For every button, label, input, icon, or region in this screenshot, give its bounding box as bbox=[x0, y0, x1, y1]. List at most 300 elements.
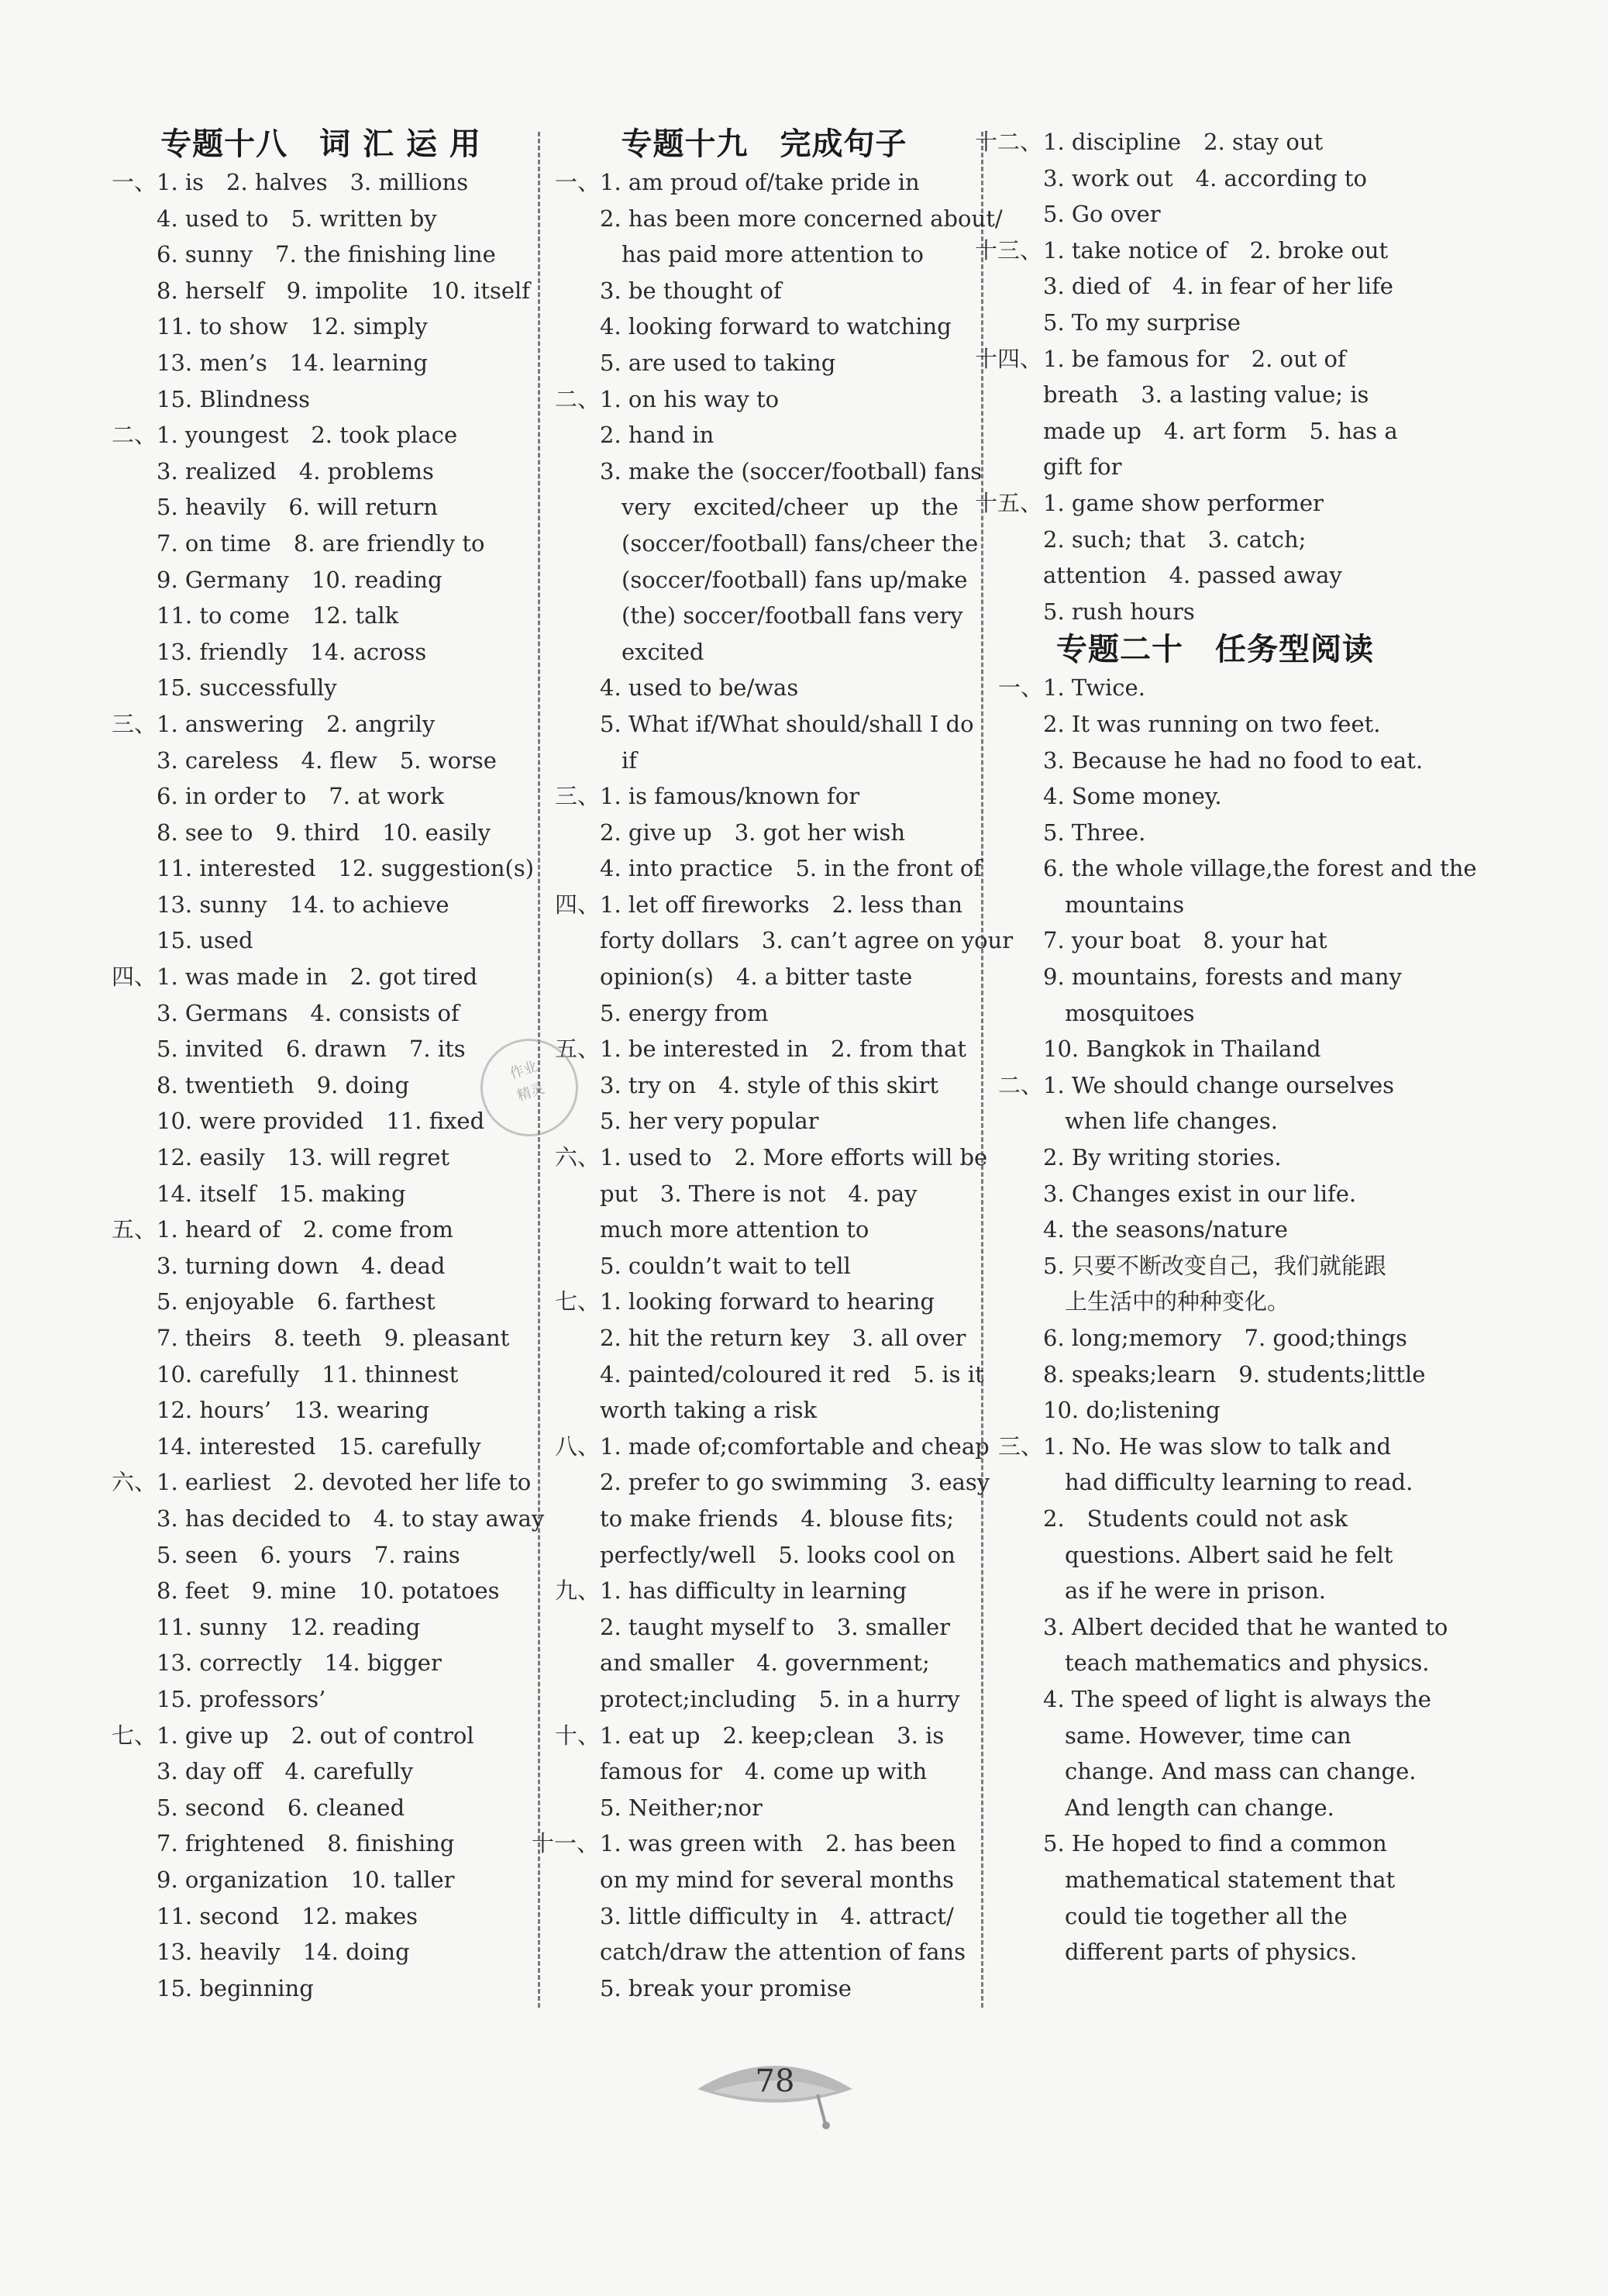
answer-line bbox=[112, 1790, 530, 1826]
answer-line bbox=[555, 345, 973, 381]
answer-line bbox=[998, 1718, 1432, 1754]
answer-line bbox=[998, 1681, 1432, 1718]
answer-line bbox=[112, 201, 530, 237]
answer-line bbox=[112, 1357, 530, 1393]
answer-line bbox=[998, 1609, 1448, 1646]
answer-text: 3. turning down 4. dead bbox=[157, 1252, 446, 1279]
answer-text: 4. into practice 5. in the front of bbox=[600, 855, 983, 882]
answer-line bbox=[998, 1392, 1432, 1429]
answer-line bbox=[998, 1573, 1432, 1609]
stamp-line-2: 精灵 bbox=[515, 1080, 547, 1105]
answer-text: 10. were provided 11. fixed bbox=[157, 1108, 485, 1135]
answer-text: 3. Changes exist in our life. bbox=[1043, 1180, 1357, 1207]
answer-line bbox=[998, 160, 1432, 197]
answer-text: 3. has decided to 4. to stay away bbox=[157, 1505, 545, 1532]
answer-line bbox=[555, 1139, 988, 1176]
answer-line bbox=[112, 1067, 530, 1104]
answer-line bbox=[998, 1067, 1432, 1104]
answer-line bbox=[998, 1429, 1432, 1465]
column-task-reading bbox=[975, 124, 1477, 1970]
answer-text: 1. has difficulty in learning bbox=[600, 1577, 907, 1605]
answer-line bbox=[112, 1609, 530, 1646]
answer-line bbox=[555, 815, 973, 851]
answer-line bbox=[555, 1753, 973, 1790]
answer-text: 2. hand in bbox=[600, 422, 714, 449]
answer-line bbox=[555, 1392, 973, 1429]
answer-line bbox=[112, 1139, 530, 1176]
answer-text: 7. frightened 8. finishing bbox=[157, 1830, 455, 1857]
item-number: 七、 bbox=[112, 1722, 157, 1749]
answer-line bbox=[555, 453, 983, 490]
answer-line bbox=[998, 1934, 1432, 1970]
item-number: 三、 bbox=[998, 1432, 1044, 1460]
answer-text: excited bbox=[622, 638, 704, 665]
answer-line bbox=[112, 670, 530, 706]
item-number: 三、 bbox=[112, 710, 157, 737]
answer-line bbox=[555, 1718, 973, 1754]
answer-line bbox=[975, 341, 1432, 377]
answer-line bbox=[555, 634, 973, 671]
item-number: 二、 bbox=[112, 422, 157, 449]
answer-line bbox=[555, 1790, 973, 1826]
answer-text: 4. used to be/was bbox=[600, 674, 799, 702]
answer-line bbox=[112, 1429, 530, 1465]
answer-line bbox=[555, 1970, 973, 2007]
answer-line bbox=[555, 1429, 990, 1465]
answer-line bbox=[112, 1681, 530, 1718]
answer-text: has paid more attention to bbox=[622, 241, 925, 268]
answer-text: questions. Albert said he felt bbox=[1065, 1541, 1393, 1568]
answer-text: 2. taught myself to 3. smaller bbox=[600, 1613, 951, 1640]
answer-line bbox=[555, 489, 973, 526]
answer-text: same. However, time can bbox=[1065, 1722, 1351, 1749]
answer-text: 3. be thought of bbox=[600, 277, 782, 304]
answer-text: 14. interested 15. carefully bbox=[157, 1432, 481, 1460]
answer-text: 12. hours’ 13. wearing bbox=[157, 1397, 430, 1424]
answer-text: 5. seen 6. yours 7. rains bbox=[157, 1541, 460, 1568]
answer-line bbox=[998, 922, 1432, 959]
answer-line bbox=[112, 850, 535, 887]
answer-text: 15. used bbox=[157, 927, 253, 954]
answer-text: forty dollars 3. can’t agree on your bbox=[600, 927, 1014, 954]
answer-line bbox=[555, 1357, 984, 1393]
answer-text: could tie together all the bbox=[1065, 1902, 1348, 1929]
answer-text: 13. heavily 14. doing bbox=[157, 1939, 410, 1966]
answer-text: 5. are used to taking bbox=[600, 349, 836, 376]
answer-line bbox=[112, 236, 530, 273]
item-number: 二、 bbox=[998, 1071, 1044, 1098]
answer-text: opinion(s) 4. a bitter taste bbox=[600, 964, 913, 991]
answer-text: on my mind for several months bbox=[600, 1866, 955, 1893]
answer-text: 5. break your promise bbox=[600, 1974, 852, 2001]
answer-text: 1. was made in 2. got tired bbox=[157, 964, 478, 991]
answer-text: 1. be famous for 2. out of bbox=[1043, 345, 1346, 372]
answer-text: 3. Albert decided that he wanted to bbox=[1043, 1613, 1448, 1640]
answer-line bbox=[112, 1862, 530, 1898]
answer-text: 13. sunny 14. to achieve bbox=[157, 891, 449, 918]
answer-line bbox=[112, 164, 530, 201]
section-title-sentence-completion: 专题十九 完成句子 bbox=[621, 126, 907, 162]
answer-line bbox=[112, 381, 530, 418]
answer-text: 5. energy from bbox=[600, 999, 769, 1026]
answer-text: 1. take notice of 2. broke out bbox=[1043, 236, 1389, 264]
answer-text: 8. herself 9. impolite 10. itself bbox=[157, 277, 531, 304]
answer-line bbox=[998, 1248, 1432, 1284]
answer-text: 9. Germany 10. reading bbox=[157, 566, 442, 593]
answer-line bbox=[998, 1645, 1432, 1681]
answer-text: made up 4. art form 5. has a bbox=[1043, 417, 1398, 444]
answer-text: 5. 只要不断改变自己，我们就能跟 bbox=[1043, 1252, 1386, 1279]
answer-line bbox=[112, 1537, 530, 1574]
answer-text: to make friends 4. blouse fits; bbox=[600, 1505, 955, 1532]
answer-text: 1. am proud of/take pride in bbox=[600, 169, 920, 195]
answer-text: 3. careless 4. flew 5. worse bbox=[157, 746, 497, 774]
answer-line bbox=[998, 1212, 1432, 1248]
item-number: 八、 bbox=[555, 1432, 601, 1460]
answer-text: and smaller 4. government; bbox=[600, 1650, 930, 1677]
answer-text: 5. rush hours bbox=[1043, 598, 1195, 625]
answer-text: 13. men’s 14. learning bbox=[157, 349, 428, 376]
answer-text: 5. couldn’t wait to tell bbox=[600, 1252, 851, 1279]
page-number: 78 bbox=[755, 2063, 795, 2099]
col3-lines-bottom bbox=[998, 670, 1477, 1970]
item-number: 六、 bbox=[555, 1144, 601, 1171]
answer-line bbox=[112, 995, 530, 1032]
answer-text: 6. sunny 7. the finishing line bbox=[157, 241, 496, 268]
answer-text: 2. By writing stories. bbox=[1043, 1144, 1282, 1171]
answer-line bbox=[998, 268, 1432, 305]
answer-line bbox=[112, 1718, 530, 1754]
answer-line bbox=[555, 164, 973, 201]
answer-text: 11. to come 12. talk bbox=[157, 602, 399, 629]
answer-line bbox=[112, 887, 530, 923]
item-number: 四、 bbox=[112, 964, 157, 991]
answer-text: 上生活中的种种变化。 bbox=[1065, 1288, 1290, 1315]
item-number: 四、 bbox=[555, 891, 601, 918]
item-number: 九、 bbox=[555, 1577, 601, 1605]
answer-line bbox=[112, 1176, 530, 1212]
answer-text: 1. was green with 2. has been bbox=[600, 1830, 956, 1857]
answer-line bbox=[555, 1862, 973, 1898]
answer-line bbox=[112, 1970, 530, 2007]
answer-line bbox=[555, 1284, 973, 1320]
answer-line bbox=[555, 417, 973, 453]
answer-text: put 3. There is not 4. pay bbox=[600, 1180, 918, 1207]
answer-text: 15. professors’ bbox=[157, 1685, 326, 1712]
item-number: 十、 bbox=[555, 1722, 601, 1749]
answer-text: change. And mass can change. bbox=[1065, 1758, 1417, 1785]
answer-line bbox=[998, 1284, 1432, 1320]
answer-text: 10. carefully 11. thinnest bbox=[157, 1360, 459, 1388]
answer-text: 13. friendly 14. across bbox=[157, 638, 427, 665]
answer-text: 4. used to 5. written by bbox=[157, 205, 437, 232]
answer-line bbox=[112, 526, 530, 562]
column-divider-2 bbox=[981, 132, 983, 2008]
answer-text: 6. long;memory 7. good;things bbox=[1043, 1325, 1407, 1351]
answer-line bbox=[112, 1645, 530, 1681]
item-number: 十三、 bbox=[975, 236, 1043, 264]
answer-text: 1. We should change ourselves bbox=[1043, 1071, 1395, 1098]
answer-line bbox=[555, 598, 973, 634]
answer-text: 1. is 2. halves 3. millions bbox=[157, 169, 469, 195]
answer-text: 8. see to 9. third 10. easily bbox=[157, 819, 491, 846]
answer-text: 1. be interested in 2. from that bbox=[600, 1036, 966, 1063]
answer-line bbox=[998, 557, 1432, 594]
answer-line bbox=[112, 1825, 530, 1862]
answer-line bbox=[112, 778, 530, 815]
answer-line bbox=[555, 922, 1014, 959]
answer-text: 2. hit the return key 3. all over bbox=[600, 1325, 966, 1351]
answer-line bbox=[998, 305, 1432, 341]
answer-text: catch/draw the attention of fans bbox=[600, 1939, 966, 1966]
answer-line bbox=[112, 1753, 530, 1790]
answer-line bbox=[555, 1573, 973, 1609]
answer-line bbox=[112, 1898, 530, 1935]
answer-line bbox=[998, 1537, 1432, 1574]
page-number-badge bbox=[682, 2046, 868, 2132]
item-number: 三、 bbox=[555, 783, 601, 810]
answer-line bbox=[555, 1464, 990, 1501]
answer-text: 3. Germans 4. consists of bbox=[157, 999, 460, 1026]
answer-line bbox=[112, 1392, 530, 1429]
answer-text: 1. looking forward to hearing bbox=[600, 1288, 935, 1315]
answer-text: (the) soccer/football fans very bbox=[622, 602, 963, 629]
answer-text: 4. the seasons/nature bbox=[1043, 1216, 1288, 1243]
answer-text: 1. No. He was slow to talk and bbox=[1043, 1432, 1392, 1460]
answer-text: 6. in order to 7. at work bbox=[157, 783, 445, 810]
answer-text: 6. the whole village,the forest and the bbox=[1043, 855, 1477, 882]
answer-line bbox=[555, 526, 979, 562]
answer-text: 3. work out 4. according to bbox=[1043, 164, 1368, 191]
answer-line bbox=[998, 850, 1477, 887]
answer-text: 3. died of 4. in fear of her life bbox=[1043, 273, 1393, 300]
answer-line bbox=[555, 236, 973, 273]
answer-line bbox=[998, 995, 1432, 1032]
answer-line bbox=[555, 1537, 973, 1574]
answer-line bbox=[555, 1681, 973, 1718]
answer-line bbox=[555, 1609, 973, 1646]
stamp-line-1: 作业 bbox=[508, 1058, 540, 1083]
answer-line bbox=[112, 959, 530, 995]
answer-line bbox=[532, 1825, 973, 1862]
answer-line bbox=[555, 706, 973, 743]
answer-line bbox=[555, 1176, 973, 1212]
answer-text: 5. enjoyable 6. farthest bbox=[157, 1288, 436, 1315]
answer-line bbox=[555, 1212, 973, 1248]
answer-line bbox=[555, 562, 973, 598]
answer-text: 2. prefer to go swimming 3. easy bbox=[600, 1469, 990, 1496]
answer-text: when life changes. bbox=[1065, 1108, 1278, 1135]
answer-text: 5. heavily 6. will return bbox=[157, 494, 438, 521]
answer-line bbox=[998, 1320, 1432, 1357]
answer-line bbox=[998, 1176, 1432, 1212]
answer-line bbox=[998, 887, 1432, 923]
answer-text: And length can change. bbox=[1065, 1794, 1334, 1821]
item-number: 二、 bbox=[555, 385, 601, 412]
item-number: 一、 bbox=[998, 674, 1044, 702]
answer-line bbox=[555, 1645, 973, 1681]
answer-text: 15. beginning bbox=[157, 1974, 314, 2001]
answer-line bbox=[555, 1031, 973, 1067]
answer-line bbox=[998, 449, 1432, 485]
item-number: 十五、 bbox=[975, 489, 1043, 516]
answer-line bbox=[112, 1320, 530, 1357]
item-number: 十一、 bbox=[532, 1830, 600, 1857]
answer-text: 5. second 6. cleaned bbox=[157, 1794, 405, 1821]
answer-line bbox=[555, 1501, 973, 1537]
answer-line bbox=[112, 489, 530, 526]
answer-text: gift for bbox=[1043, 453, 1122, 481]
answer-text: 5. Neither;nor bbox=[600, 1794, 763, 1821]
answer-line bbox=[112, 345, 530, 381]
answer-text: 3. day off 4. carefully bbox=[157, 1758, 414, 1785]
answer-line bbox=[112, 1464, 530, 1501]
answer-text: 4. The speed of light is always the bbox=[1043, 1685, 1431, 1712]
answer-text: 1. give up 2. out of control bbox=[157, 1722, 474, 1749]
answer-text: 5. invited 6. drawn 7. its bbox=[157, 1036, 466, 1063]
answer-text: 13. correctly 14. bigger bbox=[157, 1650, 442, 1677]
answer-text: 8. twentieth 9. doing bbox=[157, 1071, 410, 1098]
answer-line bbox=[555, 995, 973, 1032]
answer-text: 1. youngest 2. took place bbox=[157, 422, 458, 449]
answer-text: 5. He hoped to find a common bbox=[1043, 1830, 1387, 1857]
answer-line bbox=[112, 562, 530, 598]
item-number: 七、 bbox=[555, 1288, 601, 1315]
answer-line bbox=[112, 634, 530, 671]
answer-line bbox=[555, 887, 973, 923]
answer-text: 1. is famous/known for bbox=[600, 783, 860, 810]
item-number: 十二、 bbox=[975, 129, 1043, 155]
answer-text: 8. speaks;learn 9. students;little bbox=[1043, 1360, 1426, 1388]
answer-text: mathematical statement that bbox=[1065, 1866, 1396, 1893]
answer-line bbox=[112, 273, 530, 309]
answer-line bbox=[998, 1753, 1432, 1790]
answer-text: 11. to show 12. simply bbox=[157, 313, 428, 340]
answer-text: 1. discipline 2. stay out bbox=[1043, 129, 1324, 155]
answer-line bbox=[555, 1320, 973, 1357]
answer-line bbox=[112, 453, 530, 490]
answer-line bbox=[998, 959, 1432, 995]
answer-line bbox=[555, 1898, 973, 1935]
answer-line bbox=[998, 1357, 1432, 1393]
answer-line bbox=[555, 309, 973, 345]
answer-line bbox=[555, 670, 973, 706]
answer-line bbox=[112, 815, 530, 851]
answer-text: 1. answering 2. angrily bbox=[157, 710, 436, 737]
answer-line bbox=[112, 1103, 530, 1139]
answer-text: 14. itself 15. making bbox=[157, 1180, 406, 1207]
answer-text: attention 4. passed away bbox=[1043, 562, 1342, 589]
answer-text: 1. made of;comfortable and cheap bbox=[600, 1432, 990, 1460]
answer-line bbox=[112, 598, 530, 634]
answer-text: 5. Go over bbox=[1043, 201, 1161, 228]
answer-text: 5. her very popular bbox=[600, 1108, 819, 1135]
answer-text: mountains bbox=[1065, 891, 1185, 918]
answer-line bbox=[112, 1031, 530, 1067]
item-number: 十四、 bbox=[975, 345, 1043, 372]
answer-text: 7. on time 8. are friendly to bbox=[157, 529, 485, 557]
answer-text: (soccer/football) fans/cheer the bbox=[622, 529, 979, 557]
answer-text: much more attention to bbox=[600, 1216, 869, 1243]
item-number: 一、 bbox=[112, 169, 157, 195]
answer-text: mosquitoes bbox=[1065, 999, 1195, 1026]
answer-line bbox=[998, 522, 1432, 558]
answer-text: 4. looking forward to watching bbox=[600, 313, 952, 340]
answer-line bbox=[998, 1790, 1432, 1826]
item-number: 五、 bbox=[112, 1216, 157, 1243]
answer-text: 7. your boat 8. your hat bbox=[1043, 927, 1327, 954]
answer-text: 1. eat up 2. keep;clean 3. is bbox=[600, 1722, 945, 1749]
answer-text: perfectly/well 5. looks cool on bbox=[600, 1541, 956, 1568]
answer-line bbox=[555, 1248, 973, 1284]
answer-text: teach mathematics and physics. bbox=[1065, 1650, 1430, 1677]
answer-text: 11. sunny 12. reading bbox=[157, 1613, 421, 1640]
answer-text: 15. Blindness bbox=[157, 385, 311, 412]
answer-text: 4. Some money. bbox=[1043, 783, 1222, 810]
item-number: 六、 bbox=[112, 1469, 157, 1496]
answer-text: had difficulty learning to read. bbox=[1065, 1469, 1413, 1496]
section-title-task-reading: 专题二十 任务型阅读 bbox=[1056, 632, 1374, 668]
answer-text: 1. on his way to bbox=[600, 385, 780, 412]
answer-line bbox=[112, 706, 530, 743]
answer-line bbox=[998, 815, 1432, 851]
answer-text: 9. organization 10. taller bbox=[157, 1866, 455, 1893]
answer-text: 5. To my surprise bbox=[1043, 309, 1241, 336]
answer-text: 1. game show performer bbox=[1043, 489, 1324, 516]
answer-line bbox=[112, 1573, 530, 1609]
answer-text: 1. used to 2. More efforts will be bbox=[600, 1144, 988, 1171]
answer-line bbox=[998, 1898, 1432, 1935]
item-number: 一、 bbox=[555, 169, 601, 195]
answer-line bbox=[998, 743, 1432, 779]
answer-text: 3. try on 4. style of this skirt bbox=[600, 1071, 938, 1098]
answer-line bbox=[112, 1501, 545, 1537]
answer-text: 11. interested 12. suggestion(s) bbox=[157, 855, 535, 882]
answer-line bbox=[998, 1464, 1432, 1501]
answer-text: 9. mountains, forests and many bbox=[1043, 964, 1402, 991]
answer-line bbox=[998, 1031, 1432, 1067]
answer-line bbox=[112, 309, 530, 345]
answer-line bbox=[975, 485, 1432, 522]
answer-line bbox=[998, 196, 1432, 233]
answer-text: 5. What if/What should/shall I do bbox=[600, 710, 974, 737]
answer-line bbox=[998, 594, 1432, 630]
answer-text: breath 3. a lasting value; is bbox=[1043, 381, 1369, 409]
answer-text: 7. theirs 8. teeth 9. pleasant bbox=[157, 1325, 510, 1351]
answer-text: 1. earliest 2. devoted her life to bbox=[157, 1469, 532, 1496]
answer-line bbox=[555, 1103, 973, 1139]
answer-text: 11. second 12. makes bbox=[157, 1902, 418, 1929]
answer-line bbox=[555, 1934, 973, 1970]
answer-text: 12. easily 13. will regret bbox=[157, 1144, 450, 1171]
col3-lines-top bbox=[975, 124, 1432, 629]
answer-line bbox=[555, 1067, 973, 1104]
answer-text: 1. let off fireworks 2. less than bbox=[600, 891, 963, 918]
answer-text: 3. little difficulty in 4. attract/ bbox=[600, 1902, 954, 1929]
answer-line bbox=[555, 273, 973, 309]
answer-line bbox=[112, 417, 530, 453]
answer-text: 10. do;listening bbox=[1043, 1397, 1221, 1424]
answer-line bbox=[998, 1862, 1432, 1898]
answer-line bbox=[555, 201, 1003, 237]
answer-text: 3. realized 4. problems bbox=[157, 457, 434, 484]
answer-text: 1. heard of 2. come from bbox=[157, 1216, 453, 1243]
answer-text: worth taking a risk bbox=[600, 1397, 818, 1424]
section-title-vocabulary: 专题十八 词 汇 运 用 bbox=[160, 126, 481, 162]
answer-text: 3. make the (soccer/football) fans bbox=[600, 457, 983, 484]
answer-line bbox=[998, 778, 1432, 815]
answer-text: 2. Students could not ask bbox=[1043, 1505, 1348, 1532]
